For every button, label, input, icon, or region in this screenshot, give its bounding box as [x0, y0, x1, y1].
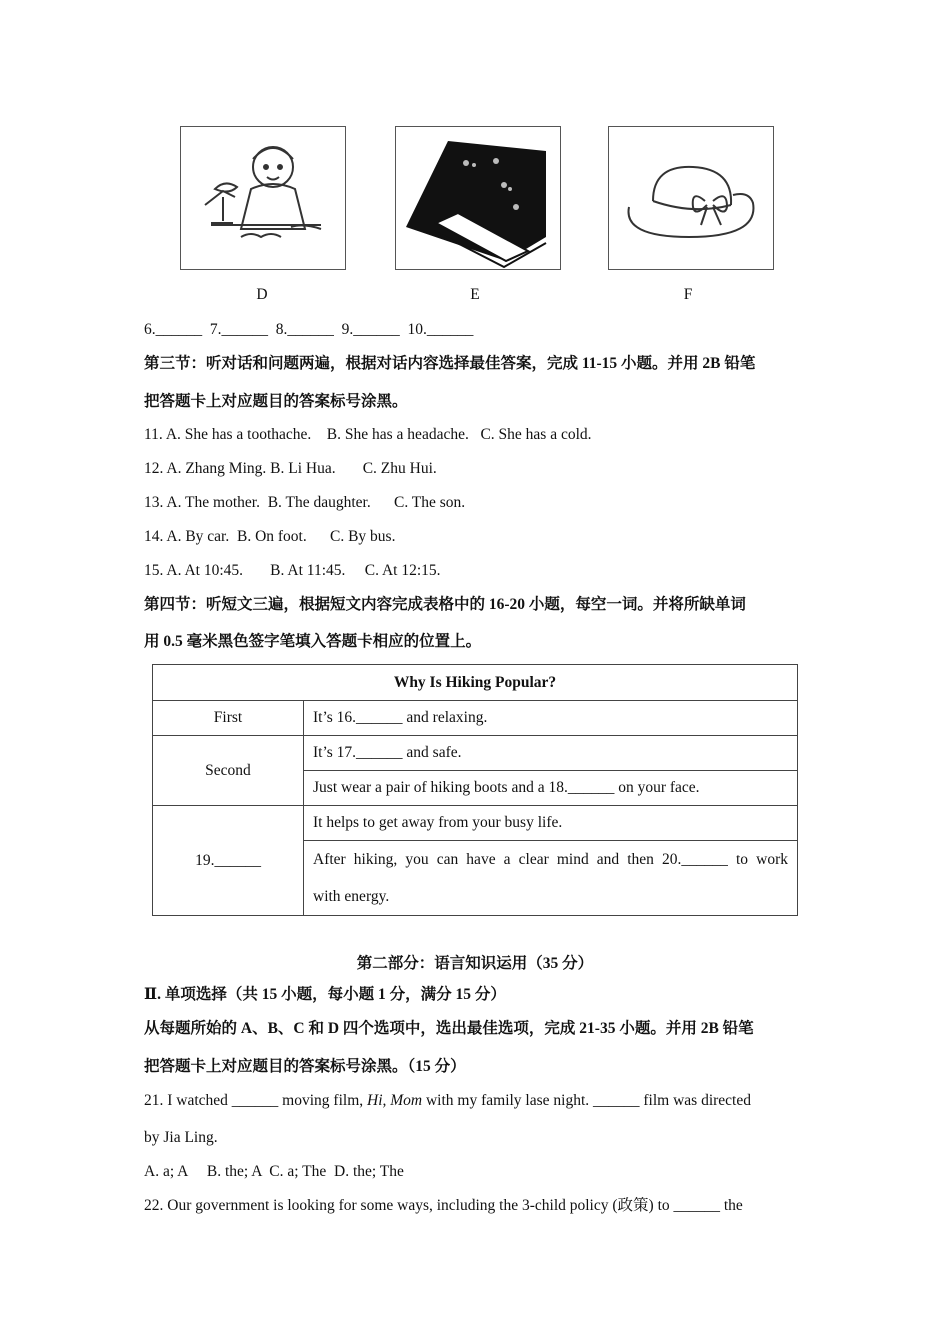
question-15: 15. A. At 10:45. B. At 11:45. C. At 12:15.	[144, 562, 441, 579]
hiking-table	[152, 664, 798, 916]
cell-17: It’s 17.______ and safe.	[304, 736, 798, 771]
caption-e: E	[470, 286, 480, 303]
part2-instruction-cont: 把答题卡上对应题目的答案标号涂黑。（15 分）	[144, 1058, 466, 1075]
row-label-second: Second	[153, 736, 304, 806]
cell-18: Just wear a pair of hiking boots and a 18.______ on your face.	[304, 771, 798, 806]
table-title: Why Is Hiking Popular?	[153, 665, 798, 701]
caption-f: F	[683, 286, 693, 303]
cell-16: It’s 16.______ and relaxing.	[304, 701, 798, 736]
q21-film-title: Hi, Mom	[367, 1092, 423, 1109]
section3-heading-cont: 把答题卡上对应题目的答案标号涂黑。	[144, 393, 408, 410]
cell-20-line1: After hiking, you can have a clear mind and then 20.______ to work	[313, 851, 788, 868]
question-14: 14. A. By car. B. On foot. C. By bus.	[144, 528, 396, 545]
question-21	[144, 1091, 751, 1111]
question-21-cont: by Jia Ling.	[144, 1129, 218, 1146]
q21-before: 21. I watched ______ moving film,	[144, 1092, 367, 1109]
hat-icon	[609, 127, 773, 269]
picture-e	[395, 126, 561, 270]
question-13: 13. A. The mother. B. The daughter. C. The son.	[144, 494, 466, 511]
section4-heading-cont: 用 0.5 毫米黑色签字笔填入答题卡相应的位置上。	[144, 633, 482, 650]
row-label-first: First	[153, 701, 304, 736]
row-label-19: 19.______	[153, 806, 304, 916]
books-icon	[396, 127, 560, 269]
part2-instruction: 从每题所始的 A、B、C 和 D 四个选项中，选出最佳选项，完成 21-35 小题。并用 2B 铅笔	[144, 1020, 754, 1037]
question-21-options: A. a; A B. the; A C. a; The D. the; The	[144, 1163, 404, 1180]
picture-f	[608, 126, 774, 270]
picture-d	[180, 126, 346, 270]
caption-d: D	[256, 286, 268, 303]
section4-heading: 第四节：听短文三遍，根据短文内容完成表格中的 16-20 小题，每空一词。并将所缺单词	[144, 596, 746, 613]
boy-writing-at-desk-icon	[181, 127, 345, 269]
question-22: 22. Our government is looking for some ways, including the 3-child policy (政策) to ______ the	[144, 1197, 743, 1214]
question-11: 11. A. She has a toothache. B. She has a headache. C. She has a cold.	[144, 426, 592, 443]
cell-20-line2: with energy.	[313, 888, 390, 905]
cell-third-1: It helps to get away from your busy life.	[304, 806, 798, 841]
answer-blanks-6-10: 6.______ 7.______ 8.______ 9.______ 10.______	[144, 321, 474, 338]
cell-20	[304, 841, 798, 916]
part2-title: 第二部分：语言知识运用（35 分）	[356, 955, 594, 972]
question-12: 12. A. Zhang Ming. B. Li Hua. C. Zhu Hui.	[144, 460, 437, 477]
section3-heading: 第三节：听对话和问题两遍，根据对话内容选择最佳答案，完成 11-15 小题。并用 2B 铅笔	[144, 355, 756, 372]
section-ii-title: Ⅱ. 单项选择（共 15 小题，每小题 1 分，满分 15 分）	[144, 986, 506, 1003]
q21-after: with my family lase night. ______ film was directed	[422, 1092, 751, 1109]
